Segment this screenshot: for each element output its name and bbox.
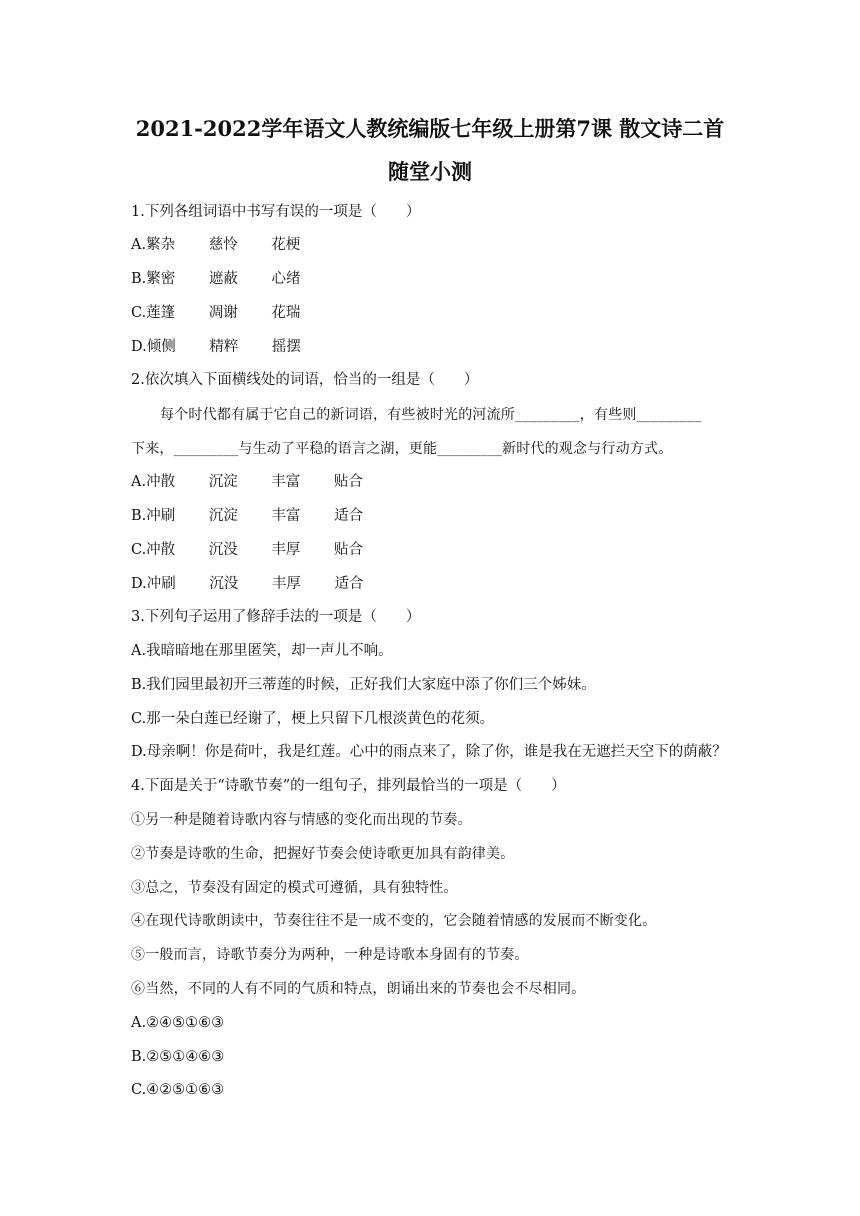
q2-passage-line1: 每个时代都有属于它自己的新词语，有些被时光的河流所_________，有些则_________ (160, 407, 702, 423)
q3-stem: 3.下列句子运用了修辞手法的一项是（ ） (131, 609, 421, 625)
q1-option-d: D.倾侧 精粹 摇摆 (131, 339, 301, 355)
q4-sentence-4: ④在现代诗歌朗读中，节奏往往不是一成不变的，它会随着情感的发展而不断变化。 (131, 913, 657, 929)
q4-sentence-6: ⑥当然，不同的人有不同的气质和特点，朗诵出来的节奏也会不尽相同。 (131, 981, 586, 997)
q3-option-b: B.我们园里最初开三蒂莲的时候，正好我们大家庭中添了你们三个姊妹。 (131, 677, 596, 693)
q2-passage-line2: 下来，_________与生动了平稳的语言之湖，更能_________新时代的观念与行动方式。 (131, 441, 673, 457)
q1-option-a: A.繁杂 慈怜 花梗 (131, 237, 301, 253)
q4-sentence-3: ③总之，节奏没有固定的模式可遵循，具有独特性。 (131, 880, 458, 896)
q1-stem: 1.下列各组词语中书写有误的一项是（ ） (131, 204, 421, 220)
q3-option-d: D.母亲啊！你是荷叶，我是红莲。心中的雨点来了，除了你，谁是我在无遮拦天空下的荫蔽？ (131, 744, 727, 760)
q3-option-a: A.我暗暗地在那里匿笑，却一声儿不响。 (131, 643, 393, 659)
document-title-line2: 随堂小测 (388, 159, 472, 184)
q4-sentence-2: ②节奏是诗歌的生命，把握好节奏会使诗歌更加具有韵律美。 (131, 846, 515, 862)
q4-sentence-1: ①另一种是随着诗歌内容与情感的变化而出现的节奏。 (131, 812, 472, 828)
q1-option-b: B.繁密 遮蔽 心绪 (131, 271, 301, 287)
q2-stem: 2.依次填入下面横线处的词语，恰当的一组是（ ） (131, 372, 479, 388)
q4-option-b: B.②⑤①④⑥③ (131, 1049, 225, 1065)
q4-stem: 4.下面是关于“诗歌节奏”的一组句子，排列最恰当的一项是（ ） (131, 778, 566, 794)
q4-option-c: C.④②⑤①⑥③ (131, 1082, 225, 1098)
q4-sentence-5: ⑤一般而言，诗歌节奏分为两种，一种是诗歌本身固有的节奏。 (131, 947, 529, 963)
q2-option-c: C.冲散 沉没 丰厚 贴合 (131, 542, 364, 558)
q2-option-b: B.冲刷 沉淀 丰富 适合 (131, 508, 364, 524)
q3-option-c: C.那一朵白莲已经谢了，梗上只留下几根淡黄色的花须。 (131, 711, 495, 727)
q4-option-a: A.②④⑤①⑥③ (131, 1015, 225, 1031)
q1-option-c: C.莲篷 凋谢 花瑞 (131, 305, 301, 321)
document-title-line1: 2021-2022学年语文人教统编版七年级上册第7课 散文诗二首 (135, 116, 725, 141)
q2-option-d: D.冲刷 沉没 丰厚 适合 (131, 576, 364, 592)
q2-option-a: A.冲散 沉淀 丰富 贴合 (131, 474, 363, 490)
